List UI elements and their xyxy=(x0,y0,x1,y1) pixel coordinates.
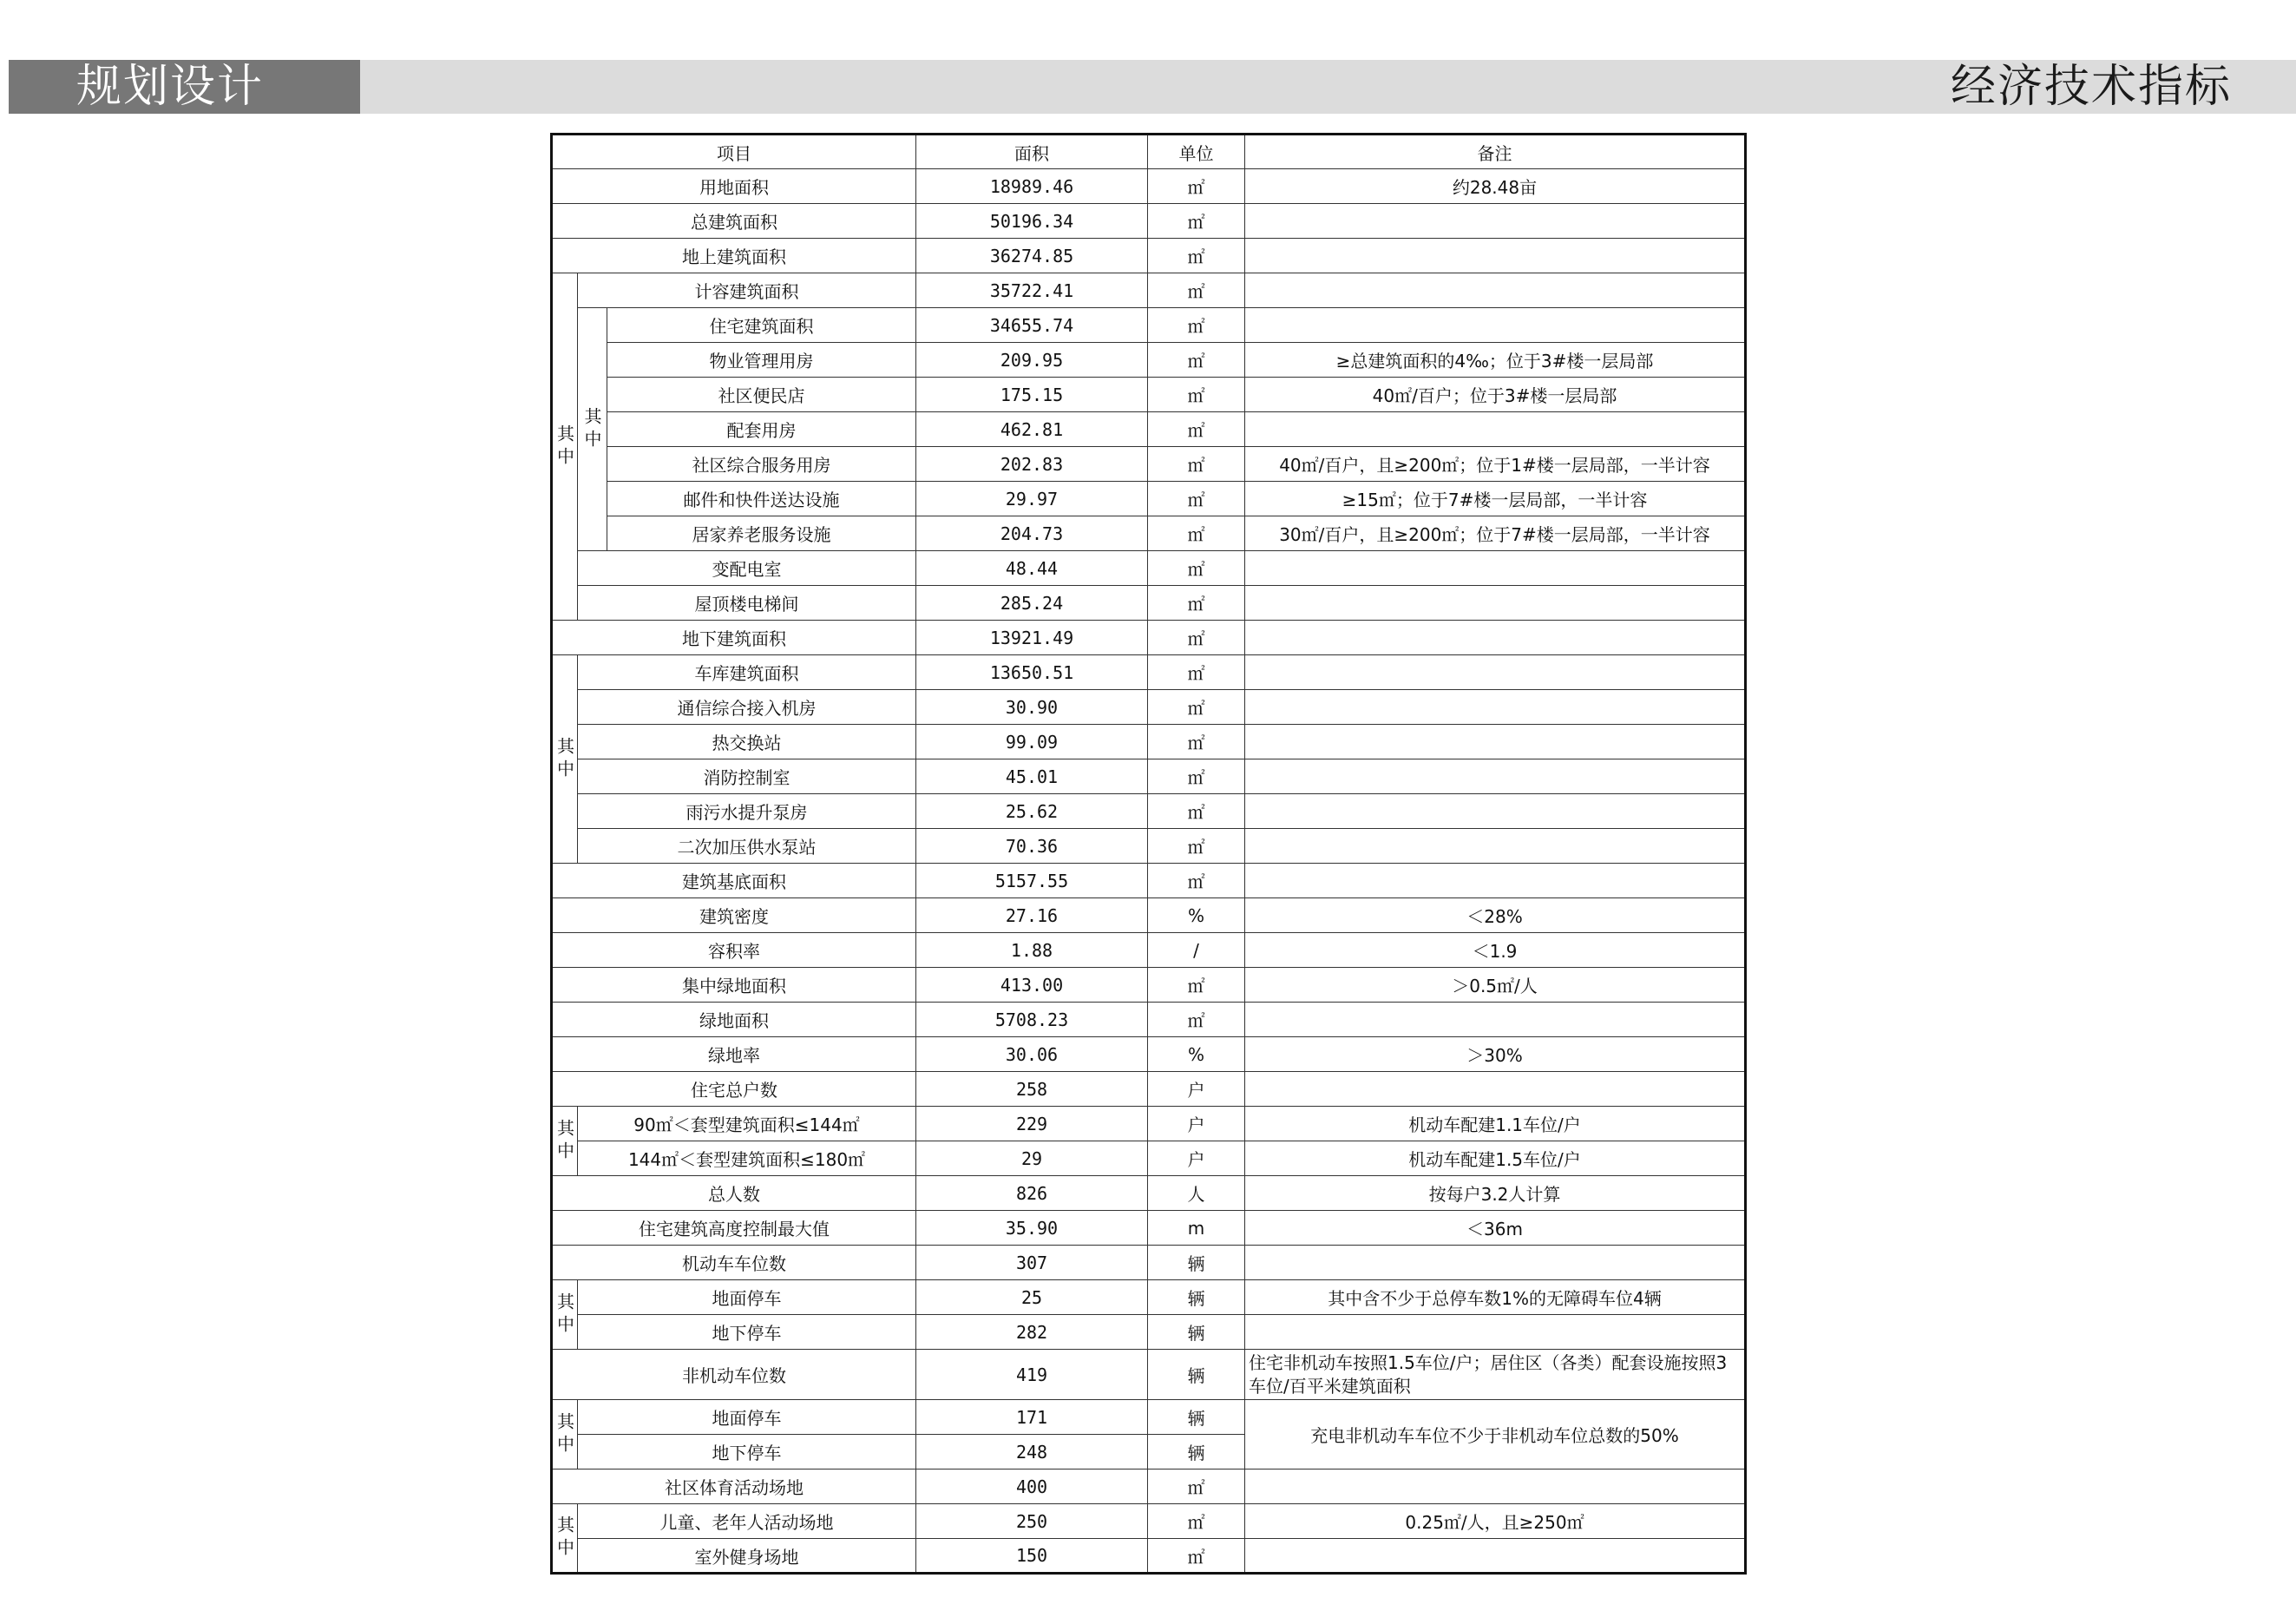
table-row xyxy=(552,621,1746,655)
row-note xyxy=(1245,239,1746,273)
table-row xyxy=(552,1315,1746,1350)
page-title: 经济技术指标 xyxy=(1950,61,2232,113)
row-area: 5708.23 xyxy=(916,1003,1148,1037)
row-unit: ㎡ xyxy=(1148,308,1245,343)
row-unit: % xyxy=(1148,1037,1245,1072)
row-unit: % xyxy=(1148,898,1245,933)
row-area: 30.06 xyxy=(916,1037,1148,1072)
row-unit: m xyxy=(1148,1211,1245,1246)
row-note: 机动车配建1.5车位/户 xyxy=(1245,1141,1746,1176)
row-name: 住宅总户数 xyxy=(552,1072,916,1107)
row-note xyxy=(1245,1072,1746,1107)
row-note: 按每户3.2人计算 xyxy=(1245,1176,1746,1211)
row-unit: ㎡ xyxy=(1148,621,1245,655)
row-name: 车库建筑面积 xyxy=(578,655,916,690)
row-note xyxy=(1245,1246,1746,1280)
row-unit: ㎡ xyxy=(1148,447,1245,482)
header-item: 项目 xyxy=(552,135,916,169)
row-note xyxy=(1245,864,1746,898)
row-unit: 户 xyxy=(1148,1072,1245,1107)
row-area: 400 xyxy=(916,1469,1148,1504)
row-name: 住宅建筑高度控制最大值 xyxy=(552,1211,916,1246)
row-note xyxy=(1245,273,1746,308)
row-note: 40㎡/百户；位于3#楼一层局部 xyxy=(1245,378,1746,412)
row-unit: ㎡ xyxy=(1148,378,1245,412)
row-note xyxy=(1245,308,1746,343)
row-area: 18989.46 xyxy=(916,169,1148,204)
row-area: 35722.41 xyxy=(916,273,1148,308)
row-note xyxy=(1245,1003,1746,1037)
row-area: 5157.55 xyxy=(916,864,1148,898)
row-name: 居家养老服务设施 xyxy=(607,516,916,551)
row-area: 282 xyxy=(916,1315,1148,1350)
row-name: 地面停车 xyxy=(578,1280,916,1315)
row-name: 机动车车位数 xyxy=(552,1246,916,1280)
row-note xyxy=(1245,725,1746,759)
table-row xyxy=(552,343,1746,378)
row-unit: ㎡ xyxy=(1148,551,1245,586)
table-row xyxy=(552,586,1746,621)
row-area: 13921.49 xyxy=(916,621,1148,655)
row-note: 30㎡/百户，且≥200㎡；位于7#楼一层局部，一半计容 xyxy=(1245,516,1746,551)
row-unit: 人 xyxy=(1148,1176,1245,1211)
row-unit: ㎡ xyxy=(1148,412,1245,447)
row-area: 45.01 xyxy=(916,759,1148,794)
row-note: ＞30% xyxy=(1245,1037,1746,1072)
row-name: 绿地率 xyxy=(552,1037,916,1072)
table-row xyxy=(552,273,1746,308)
row-unit: ㎡ xyxy=(1148,1003,1245,1037)
row-area: 27.16 xyxy=(916,898,1148,933)
qizhong-label: 其中 xyxy=(578,308,607,551)
table-row xyxy=(552,516,1746,551)
table-row xyxy=(552,412,1746,447)
row-name: 配套用房 xyxy=(607,412,916,447)
row-note: 住宅非机动车按照1.5车位/户；居住区（各类）配套设施按照3车位/百平米建筑面积 xyxy=(1245,1350,1746,1400)
table-row xyxy=(552,759,1746,794)
table-row xyxy=(552,968,1746,1003)
row-note: ＞0.5㎡/人 xyxy=(1245,968,1746,1003)
row-note xyxy=(1245,1469,1746,1504)
row-unit: ㎡ xyxy=(1148,343,1245,378)
row-area: 29.97 xyxy=(916,482,1148,516)
row-note xyxy=(1245,1315,1746,1350)
table-row xyxy=(552,1176,1746,1211)
row-note xyxy=(1245,1539,1746,1574)
row-name: 用地面积 xyxy=(552,169,916,204)
row-area: 171 xyxy=(916,1400,1148,1435)
table-row xyxy=(552,1246,1746,1280)
row-area: 258 xyxy=(916,1072,1148,1107)
table-row xyxy=(552,725,1746,759)
header-unit: 单位 xyxy=(1148,135,1245,169)
row-unit: ㎡ xyxy=(1148,655,1245,690)
row-name: 总人数 xyxy=(552,1176,916,1211)
row-note xyxy=(1245,829,1746,864)
row-area: 229 xyxy=(916,1107,1148,1141)
row-name: 地面停车 xyxy=(578,1400,916,1435)
row-unit: ㎡ xyxy=(1148,586,1245,621)
row-unit: ㎡ xyxy=(1148,794,1245,829)
row-unit: ㎡ xyxy=(1148,239,1245,273)
row-name: 地下建筑面积 xyxy=(552,621,916,655)
row-area: 25.62 xyxy=(916,794,1148,829)
row-name: 室外健身场地 xyxy=(578,1539,916,1574)
row-unit: ㎡ xyxy=(1148,759,1245,794)
table-row xyxy=(552,1037,1746,1072)
row-unit: 辆 xyxy=(1148,1350,1245,1400)
row-note: 约28.48亩 xyxy=(1245,169,1746,204)
row-unit: 户 xyxy=(1148,1107,1245,1141)
row-unit: ㎡ xyxy=(1148,482,1245,516)
table-header-row xyxy=(552,135,1746,169)
row-name: 地下停车 xyxy=(578,1435,916,1469)
table-row xyxy=(552,1072,1746,1107)
row-area: 150 xyxy=(916,1539,1148,1574)
table-row xyxy=(552,1539,1746,1574)
row-name: 社区综合服务用房 xyxy=(607,447,916,482)
row-area: 209.95 xyxy=(916,343,1148,378)
row-area: 50196.34 xyxy=(916,204,1148,239)
row-area: 1.88 xyxy=(916,933,1148,968)
table-row xyxy=(552,794,1746,829)
row-note: ≥总建筑面积的4‰；位于3#楼一层局部 xyxy=(1245,343,1746,378)
row-unit: ㎡ xyxy=(1148,1469,1245,1504)
row-unit: ㎡ xyxy=(1148,204,1245,239)
table-row xyxy=(552,655,1746,690)
header-area: 面积 xyxy=(916,135,1148,169)
table-row xyxy=(552,204,1746,239)
row-name: 计容建筑面积 xyxy=(578,273,916,308)
row-name: 邮件和快件送达设施 xyxy=(607,482,916,516)
row-unit: ㎡ xyxy=(1148,516,1245,551)
row-name: 144㎡＜套型建筑面积≤180㎡ xyxy=(578,1141,916,1176)
row-note xyxy=(1245,655,1746,690)
row-name: 二次加压供水泵站 xyxy=(578,829,916,864)
row-note: 充电非机动车车位不少于非机动车位总数的50% xyxy=(1245,1400,1746,1469)
indicator-table xyxy=(550,133,1747,1575)
row-name: 屋顶楼电梯间 xyxy=(578,586,916,621)
row-note xyxy=(1245,412,1746,447)
row-note: ≥15㎡；位于7#楼一层局部，一半计容 xyxy=(1245,482,1746,516)
table-row xyxy=(552,690,1746,725)
row-area: 25 xyxy=(916,1280,1148,1315)
row-name: 总建筑面积 xyxy=(552,204,916,239)
row-area: 70.36 xyxy=(916,829,1148,864)
row-name: 建筑密度 xyxy=(552,898,916,933)
table-row xyxy=(552,1469,1746,1504)
row-area: 48.44 xyxy=(916,551,1148,586)
table-row xyxy=(552,1141,1746,1176)
indicator-table-container xyxy=(550,133,1746,1575)
row-area: 826 xyxy=(916,1176,1148,1211)
row-name: 消防控制室 xyxy=(578,759,916,794)
row-area: 307 xyxy=(916,1246,1148,1280)
qizhong-label: 其中 xyxy=(552,273,578,621)
row-area: 13650.51 xyxy=(916,655,1148,690)
row-name: 社区体育活动场地 xyxy=(552,1469,916,1504)
row-note: ＜36m xyxy=(1245,1211,1746,1246)
row-area: 250 xyxy=(916,1504,1148,1539)
table-row xyxy=(552,1400,1746,1435)
row-unit: ㎡ xyxy=(1148,725,1245,759)
row-note: 机动车配建1.1车位/户 xyxy=(1245,1107,1746,1141)
qizhong-label: 其中 xyxy=(552,1504,578,1574)
row-area: 35.90 xyxy=(916,1211,1148,1246)
qizhong-label: 其中 xyxy=(552,1400,578,1469)
row-unit: ㎡ xyxy=(1148,273,1245,308)
row-area: 99.09 xyxy=(916,725,1148,759)
row-area: 202.83 xyxy=(916,447,1148,482)
table-row xyxy=(552,1350,1746,1400)
row-area: 248 xyxy=(916,1435,1148,1469)
row-name: 绿地面积 xyxy=(552,1003,916,1037)
qizhong-label: 其中 xyxy=(552,655,578,864)
row-name: 建筑基底面积 xyxy=(552,864,916,898)
row-note xyxy=(1245,621,1746,655)
row-unit: ㎡ xyxy=(1148,690,1245,725)
table-row xyxy=(552,447,1746,482)
table-row xyxy=(552,482,1746,516)
row-unit: ㎡ xyxy=(1148,968,1245,1003)
row-name: 容积率 xyxy=(552,933,916,968)
row-area: 29 xyxy=(916,1141,1148,1176)
row-name: 通信综合接入机房 xyxy=(578,690,916,725)
table-row xyxy=(552,239,1746,273)
row-area: 413.00 xyxy=(916,968,1148,1003)
row-note xyxy=(1245,551,1746,586)
row-unit: ㎡ xyxy=(1148,169,1245,204)
row-area: 419 xyxy=(916,1350,1148,1400)
row-unit: 辆 xyxy=(1148,1246,1245,1280)
table-row xyxy=(552,829,1746,864)
row-note xyxy=(1245,204,1746,239)
row-unit: 辆 xyxy=(1148,1435,1245,1469)
row-name: 变配电室 xyxy=(578,551,916,586)
row-unit: 辆 xyxy=(1148,1280,1245,1315)
table-row xyxy=(552,864,1746,898)
row-note: 40㎡/百户，且≥200㎡；位于1#楼一层局部，一半计容 xyxy=(1245,447,1746,482)
row-name: 儿童、老年人活动场地 xyxy=(578,1504,916,1539)
table-row xyxy=(552,551,1746,586)
table-row xyxy=(552,1003,1746,1037)
header-note: 备注 xyxy=(1245,135,1746,169)
row-note xyxy=(1245,759,1746,794)
row-area: 462.81 xyxy=(916,412,1148,447)
row-name: 地下停车 xyxy=(578,1315,916,1350)
table-row xyxy=(552,1107,1746,1141)
row-unit: ㎡ xyxy=(1148,1539,1245,1574)
table-row xyxy=(552,308,1746,343)
row-unit: / xyxy=(1148,933,1245,968)
row-unit: 户 xyxy=(1148,1141,1245,1176)
row-note xyxy=(1245,586,1746,621)
row-note: ＜1.9 xyxy=(1245,933,1746,968)
row-area: 30.90 xyxy=(916,690,1148,725)
row-unit: 辆 xyxy=(1148,1315,1245,1350)
row-area: 204.73 xyxy=(916,516,1148,551)
row-unit: ㎡ xyxy=(1148,829,1245,864)
row-note: 其中含不少于总停车数1%的无障碍车位4辆 xyxy=(1245,1280,1746,1315)
row-note: ＜28% xyxy=(1245,898,1746,933)
row-name: 热交换站 xyxy=(578,725,916,759)
row-name: 住宅建筑面积 xyxy=(607,308,916,343)
row-name: 非机动车位数 xyxy=(552,1350,916,1400)
row-unit: ㎡ xyxy=(1148,1504,1245,1539)
row-unit: ㎡ xyxy=(1148,864,1245,898)
row-area: 34655.74 xyxy=(916,308,1148,343)
row-name: 雨污水提升泵房 xyxy=(578,794,916,829)
table-row xyxy=(552,1211,1746,1246)
table-row xyxy=(552,1280,1746,1315)
row-name: 集中绿地面积 xyxy=(552,968,916,1003)
row-name: 物业管理用房 xyxy=(607,343,916,378)
row-area: 175.15 xyxy=(916,378,1148,412)
row-unit: 辆 xyxy=(1148,1400,1245,1435)
table-row xyxy=(552,378,1746,412)
table-row xyxy=(552,933,1746,968)
row-area: 285.24 xyxy=(916,586,1148,621)
table-row xyxy=(552,898,1746,933)
row-name: 90㎡＜套型建筑面积≤144㎡ xyxy=(578,1107,916,1141)
section-title: 规划设计 xyxy=(76,61,265,113)
row-note xyxy=(1245,690,1746,725)
row-area: 36274.85 xyxy=(916,239,1148,273)
row-note: 0.25㎡/人，且≥250㎡ xyxy=(1245,1504,1746,1539)
row-name: 地上建筑面积 xyxy=(552,239,916,273)
table-row xyxy=(552,169,1746,204)
qizhong-label: 其中 xyxy=(552,1280,578,1350)
row-note xyxy=(1245,794,1746,829)
qizhong-label: 其中 xyxy=(552,1107,578,1176)
row-name: 社区便民店 xyxy=(607,378,916,412)
table-row xyxy=(552,1504,1746,1539)
